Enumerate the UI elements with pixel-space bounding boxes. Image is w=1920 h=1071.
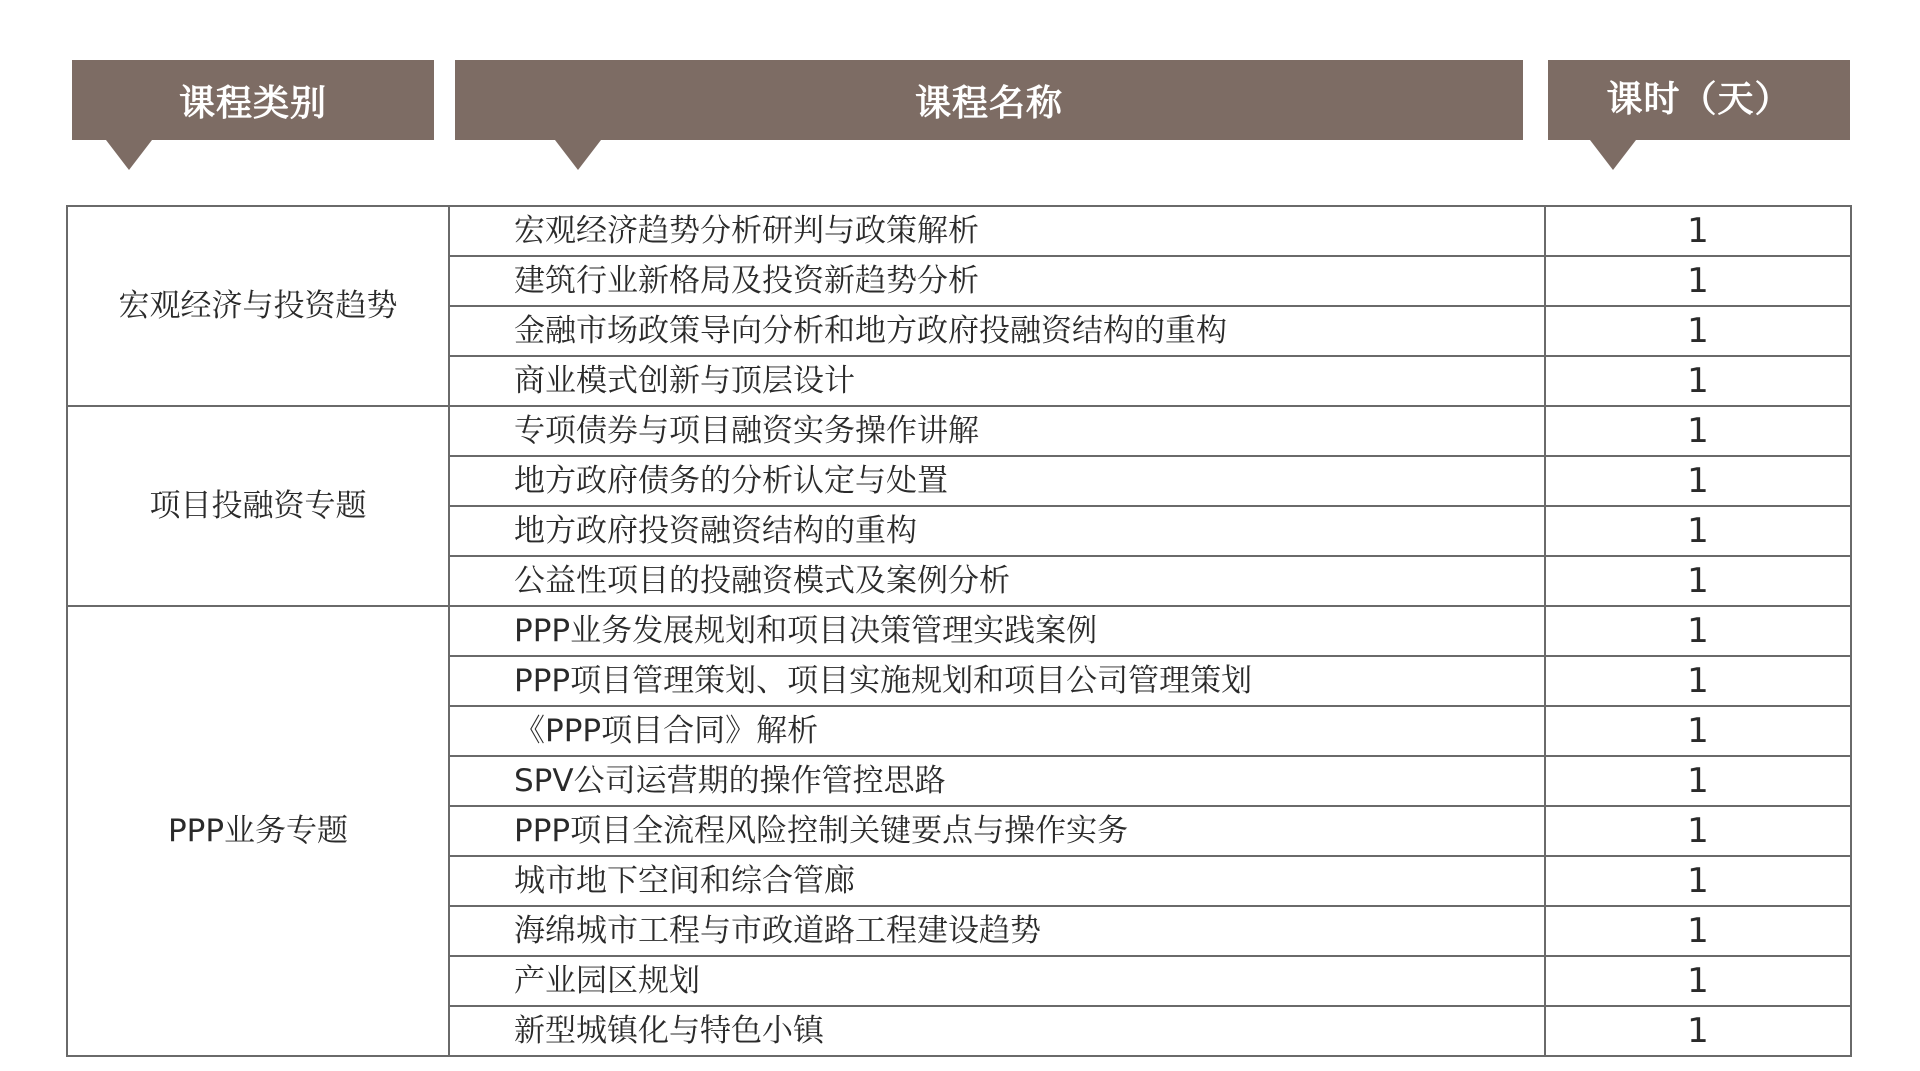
- course-name-cell: PPP项目管理策划、项目实施规划和项目公司管理策划: [449, 656, 1545, 706]
- course-name-cell: 专项债券与项目融资实务操作讲解: [449, 406, 1545, 456]
- table-row: [67, 406, 1851, 456]
- course-hours-cell: 1: [1545, 206, 1851, 256]
- course-name-cell: 新型城镇化与特色小镇: [449, 1006, 1545, 1056]
- course-name-cell: 城市地下空间和综合管廊: [449, 856, 1545, 906]
- course-table: [66, 205, 1852, 1057]
- category-cell: 项目投融资专题: [67, 406, 449, 606]
- table-row: [67, 206, 1851, 256]
- course-hours-cell: 1: [1545, 306, 1851, 356]
- course-name-cell: SPV公司运营期的操作管控思路: [449, 756, 1545, 806]
- course-hours-cell: 1: [1545, 656, 1851, 706]
- course-name-cell: 《PPP项目合同》解析: [449, 706, 1545, 756]
- course-name-cell: 地方政府投资融资结构的重构: [449, 506, 1545, 556]
- course-name-cell: 产业园区规划: [449, 956, 1545, 1006]
- course-hours-cell: 1: [1545, 606, 1851, 656]
- course-name-cell: PPP项目全流程风险控制关键要点与操作实务: [449, 806, 1545, 856]
- header-category: 课程类别: [72, 60, 434, 140]
- course-hours-cell: 1: [1545, 806, 1851, 856]
- course-hours-cell: 1: [1545, 506, 1851, 556]
- course-hours-cell: 1: [1545, 906, 1851, 956]
- course-hours-cell: 1: [1545, 756, 1851, 806]
- course-hours-cell: 1: [1545, 1006, 1851, 1056]
- category-cell: PPP业务专题: [67, 606, 449, 1056]
- course-hours-cell: 1: [1545, 256, 1851, 306]
- course-hours-cell: 1: [1545, 706, 1851, 756]
- course-name-cell: 地方政府债务的分析认定与处置: [449, 456, 1545, 506]
- course-name-cell: 海绵城市工程与市政道路工程建设趋势: [449, 906, 1545, 956]
- course-name-cell: PPP业务发展规划和项目决策管理实践案例: [449, 606, 1545, 656]
- header-hours: 课时（天）: [1548, 60, 1850, 140]
- table-row: [67, 606, 1851, 656]
- course-hours-cell: 1: [1545, 356, 1851, 406]
- course-hours-cell: 1: [1545, 456, 1851, 506]
- header-course-name: 课程名称: [455, 60, 1523, 140]
- course-hours-cell: 1: [1545, 556, 1851, 606]
- course-name-cell: 公益性项目的投融资模式及案例分析: [449, 556, 1545, 606]
- course-hours-cell: 1: [1545, 956, 1851, 1006]
- course-name-cell: 建筑行业新格局及投资新趋势分析: [449, 256, 1545, 306]
- course-name-cell: 宏观经济趋势分析研判与政策解析: [449, 206, 1545, 256]
- course-name-cell: 商业模式创新与顶层设计: [449, 356, 1545, 406]
- course-hours-cell: 1: [1545, 406, 1851, 456]
- course-hours-cell: 1: [1545, 856, 1851, 906]
- course-table-body: [67, 206, 1851, 1056]
- category-cell: 宏观经济与投资趋势: [67, 206, 449, 406]
- course-name-cell: 金融市场政策导向分析和地方政府投融资结构的重构: [449, 306, 1545, 356]
